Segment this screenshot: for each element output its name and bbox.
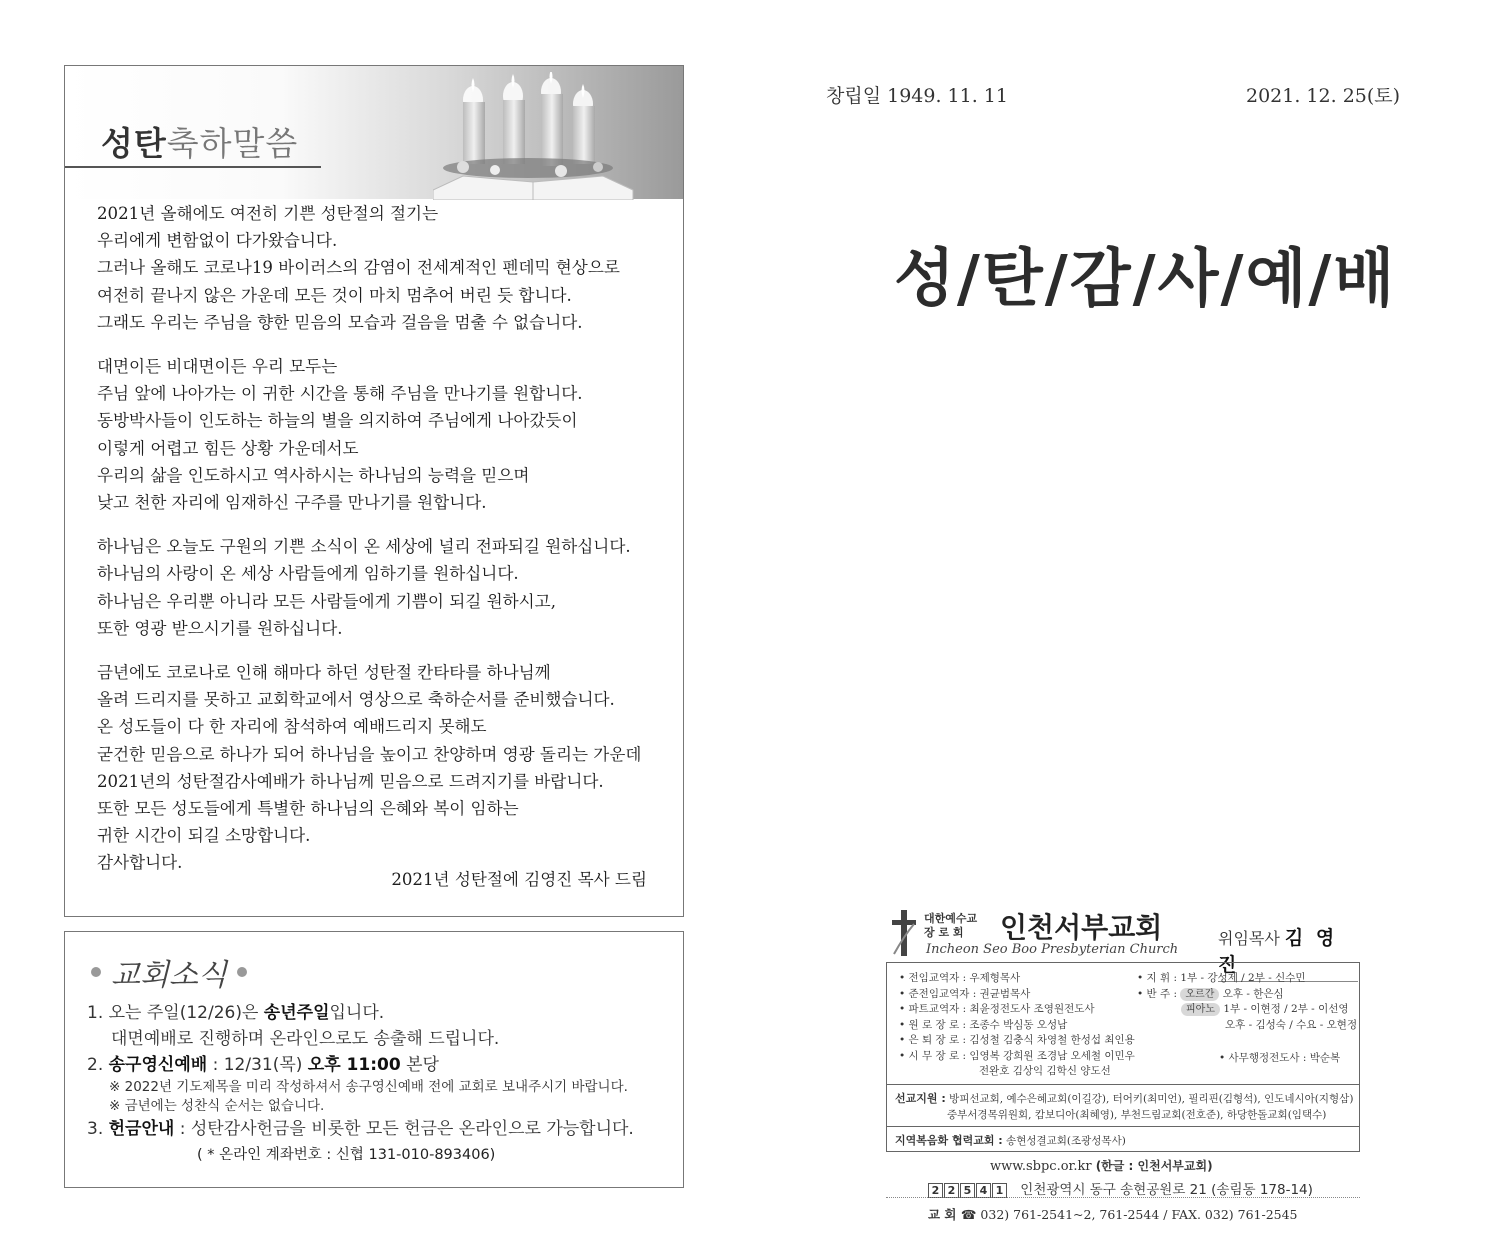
message-title: 성탄축하말씀 xyxy=(101,124,299,163)
news-item-3: 3. 헌금안내 : 성탄감사헌금을 비롯한 모든 헌금은 온라인으로 가능합니다. xyxy=(87,1119,634,1139)
bullet-dot-icon xyxy=(237,967,247,977)
news-item-2: 2. 송구영신예배 : 12/31(목) 오후 11:00 본당 xyxy=(87,1055,439,1075)
denomination: 대한예수교 장 로 회 xyxy=(924,912,978,939)
dotted-divider xyxy=(886,1197,1360,1198)
title-underline xyxy=(65,166,321,168)
news-item-1: 1. 오는 주일(12/26)은 송년주일입니다. 대면예배로 진행하며 온라인으로도 송출해 드립니다. xyxy=(87,1003,500,1049)
church-news-box xyxy=(64,931,684,1188)
zip-code: 2 2 5 4 1 xyxy=(928,1182,1008,1198)
service-title: 성/탄/감/사/예/배 xyxy=(894,242,1397,315)
website[interactable]: www.sbpc.or.kr (한글 : 인천서부교회) xyxy=(990,1159,1213,1174)
bullet-dot-icon xyxy=(91,967,101,977)
partner-church: 지역복음화 협력교회 : 송현성결교회(조광성목사) xyxy=(895,1134,1126,1147)
admin-staff: • 사무행정전도사 : 박순복 xyxy=(1219,1052,1341,1064)
telephone: 교 회 ☎ 032) 761-2541~2, 761-2544 / FAX. 032) 761-2545 xyxy=(928,1207,1298,1222)
news-title: 교회소식 xyxy=(87,950,683,994)
divider xyxy=(887,1084,1359,1085)
mission-support: 선교지원 : 방피선교회, 예수은혜교회(이길강), 터어키(최미언), 필리핀(김형석), 인도네시아(지형삼) 중부서경목위원회, 캄보디아(최혜영), 부천드림교회(전호준), 하당한돌교회(임택수) xyxy=(895,1092,1354,1121)
music-staff: • 지 휘 : 1부 - 강성제 / 2부 - 신수민 • 반 주 : 오르간 오후 - 한은심 피아노 1부 - 이현정 / 2부 - 이선영 오후 - 김성숙 / 수요 - 오현정 xyxy=(1137,972,1358,1031)
news-note: ※ 2022년 기도제목을 미리 작성하셔서 송구영신예배 전에 교회로 보내주시기 바랍니다. xyxy=(109,1079,628,1095)
senior-pastor: 위임목사 김 영 진 xyxy=(1218,923,1358,982)
piano-chip: 피아노 xyxy=(1181,1003,1220,1016)
message-paragraph: 금년에도 코로나로 인해 해마다 하던 성탄절 칸타타를 하나님께 올려 드리지를 못하고 교회학교에서 영상으로 축하순서를 준비했습니다. 온 성도들이 다 한 자리에 참석하여 예배드리지 못해도 굳건한 믿음으로 하나가 되어 하나님을 높이고 찬양하며 영광 돌리는 가운데 2021년의 성탄절감사예배가 하나님께 믿음으로 드려지기를 바랍니다. 또한 모든 성도들에게 특별한 하나님의 은혜와 복이 임하는 귀한 시간이 되길 소망합니다. 감사합니다. xyxy=(97,663,642,873)
message-signature: 2021년 성탄절에 김영진 목사 드림 xyxy=(391,870,647,889)
news-note: ※ 금년에는 성찬식 순서는 없습니다. xyxy=(109,1098,325,1114)
cross-logo-icon xyxy=(890,910,918,956)
bulletin-date: 2021. 12. 25(토) xyxy=(1246,85,1401,107)
advent-candles-image xyxy=(433,72,673,200)
church-english-name: Incheon Seo Boo Presbyterian Church xyxy=(926,942,1179,957)
organ-chip: 오르간 xyxy=(1180,988,1219,1001)
address: 2 2 5 4 1 인천광역시 동구 송현공원로 21 (송림동 178-14) xyxy=(928,1178,1313,1198)
message-body xyxy=(97,200,677,877)
staff-list: • 전임교역자 : 우제형목사 • 준전임교역자 : 권균범목사 • 파트교역자 : 최윤정전도사 조영원전도사 • 원 로 장 로 : 조종수 박심동 오성남 • 은 퇴 장 로 : 김성철 김충식 차영철 한성섭 최인용 • 시 무 장 로 : 임영복 강희원 조경남 오세철 이민우 전완호 김상익 김학신 양도선 xyxy=(899,972,1135,1077)
divider xyxy=(887,1126,1359,1127)
founded-date: 창립일 1949. 11. 11 xyxy=(826,85,1008,107)
message-paragraph: 대면이든 비대면이든 우리 모두는 주님 앞에 나아가는 이 귀한 시간을 통해 주님을 만나기를 원합니다. 동방박사들이 인도하는 하늘의 별을 의지하여 주님에게 나아갔듯이 이렇게 어렵고 힘든 상황 가운데서도 우리의 삶을 인도하시고 역사하시는 하나님의 능력을 믿으며 낮고 천한 자리에 임재하신 구주를 만나기를 원합니다. xyxy=(97,357,583,513)
staff-info-box xyxy=(886,962,1360,1152)
message-paragraph: 하나님은 오늘도 구원의 기쁜 소식이 온 세상에 널리 전파되길 원하십니다. 하나님의 사랑이 온 세상 사람들에게 임하기를 원하십니다. 하나님은 우리뿐 아니라 모든 사람들에게 기쁨이 되길 원하시고, 또한 영광 받으시기를 원하십니다. xyxy=(97,537,631,638)
church-name: 인천서부교회 xyxy=(1000,911,1163,944)
account-number: ( * 온라인 계좌번호 : 신협 131-010-893406) xyxy=(197,1147,496,1163)
christmas-message-box xyxy=(64,65,684,917)
message-paragraph: 2021년 올해에도 여전히 기쁜 성탄절의 절기는 우리에게 변함없이 다가왔습니다. 그러나 올해도 코로나19 바이러스의 감염이 전세계적인 펜데믹 현상으로 여전히 끝나지 않은 가운데 모든 것이 마치 멈추어 버린 듯 합니다. 그래도 우리는 주님을 향한 믿음의 모습과 걸음을 멈출 수 없습니다. xyxy=(97,204,620,332)
